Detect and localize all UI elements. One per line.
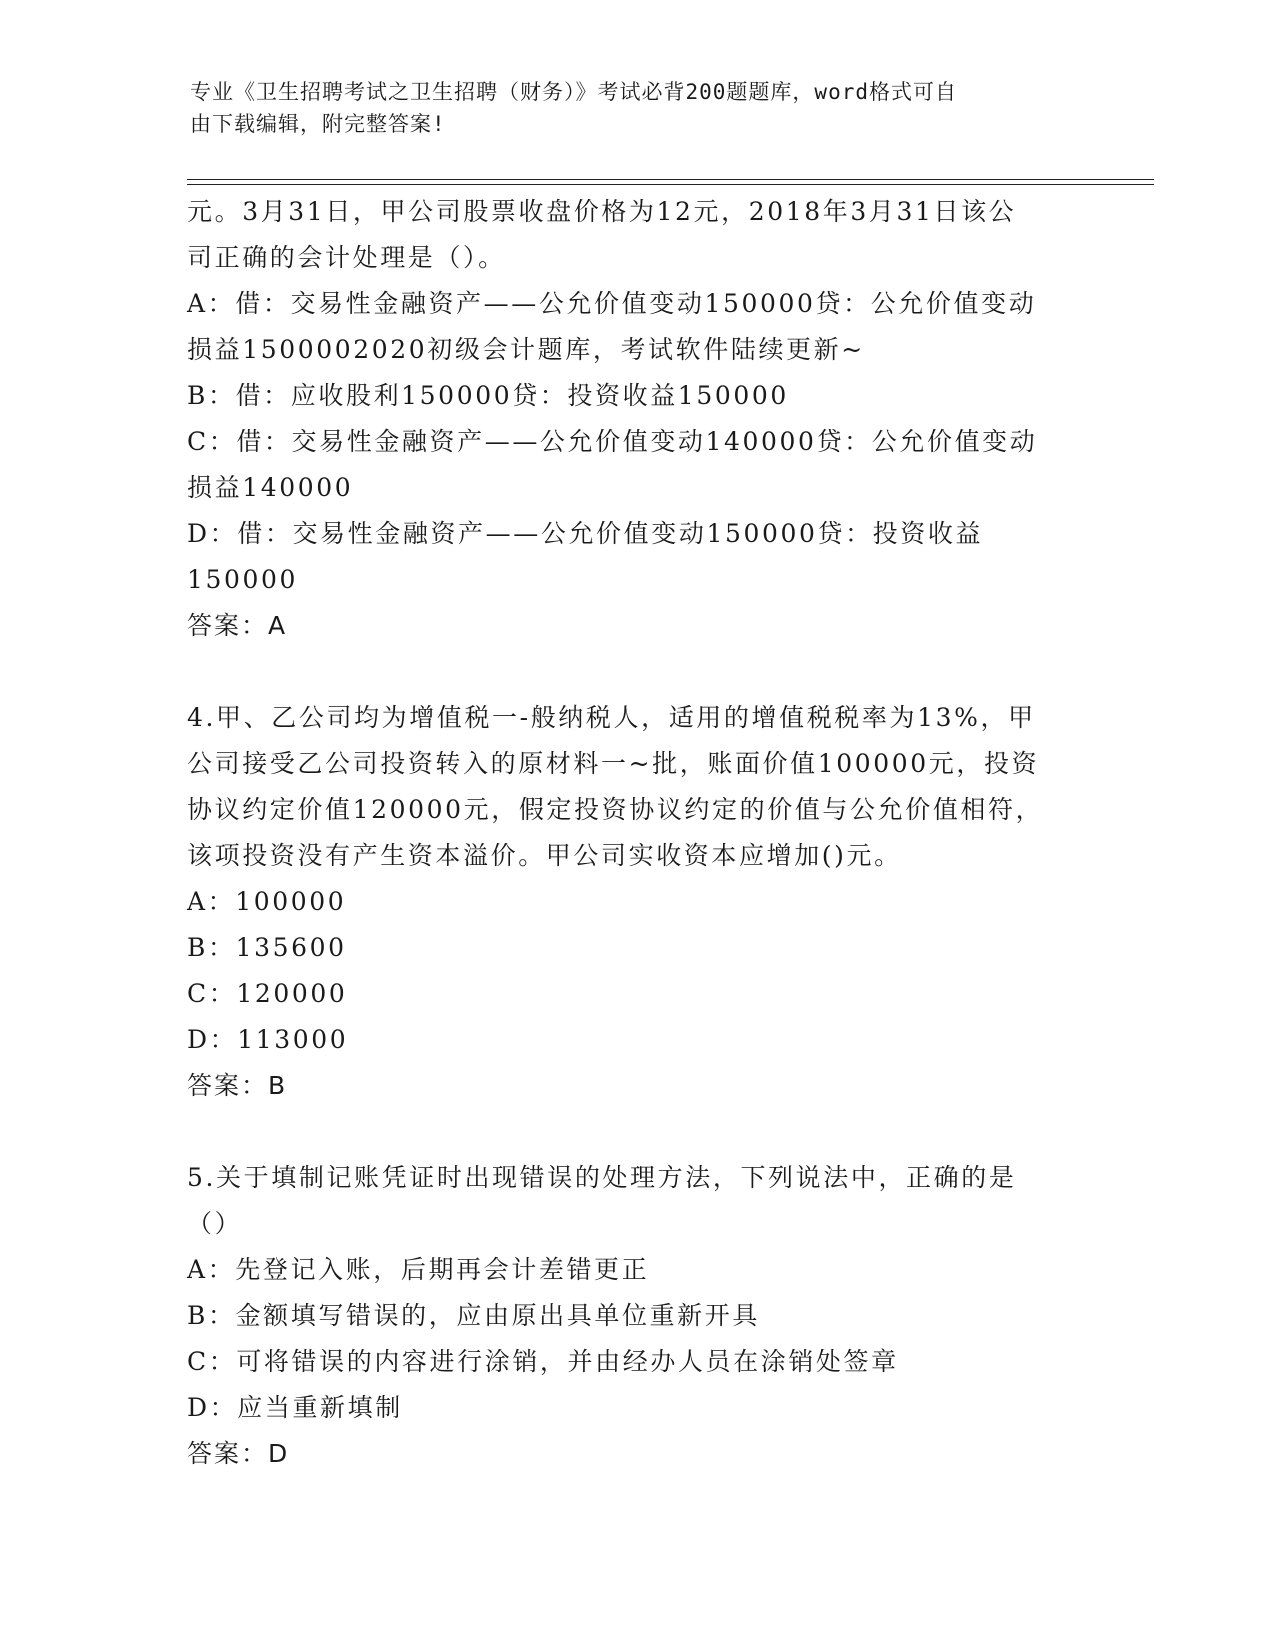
option-c-cont: 损益140000 bbox=[187, 473, 354, 502]
option-c: C：120000 bbox=[187, 979, 348, 1008]
option-d: D：113000 bbox=[187, 1025, 349, 1054]
option-d: D：借：交易性金融资产——公允价值变动150000贷：投资收益 bbox=[187, 519, 984, 548]
question-5 bbox=[187, 1155, 1087, 1477]
question-stem: 该项投资没有产生资本溢价。甲公司实收资本应增加()元。 bbox=[187, 841, 902, 870]
option-d-cont: 150000 bbox=[187, 565, 299, 594]
question-stem: 协议约定价值120000元，假定投资协议约定的价值与公允价值相符， bbox=[187, 795, 1044, 824]
document-header bbox=[190, 76, 1080, 140]
header-divider bbox=[187, 184, 1154, 185]
answer-label: 答案：B bbox=[187, 1071, 288, 1100]
header-line: 由下载编辑，附完整答案! bbox=[190, 112, 446, 136]
option-b: B：金额填写错误的，应由原出具单位重新开具 bbox=[187, 1301, 760, 1330]
question-stem: 4.甲、乙公司均为增值税一-般纳税人，适用的增值税税率为13%，甲 bbox=[187, 703, 1036, 732]
option-b: B：借：应收股利150000贷：投资收益150000 bbox=[187, 381, 789, 410]
spacer bbox=[187, 1109, 1087, 1155]
question-4 bbox=[187, 695, 1087, 1109]
question-stem: 公司接受乙公司投资转入的原材料一~批，账面价值100000元，投资 bbox=[187, 749, 1040, 778]
option-a-cont: 损益1500002020初级会计题库，考试软件陆续更新~ bbox=[187, 335, 865, 364]
question-stem: 元。3月31日，甲公司股票收盘价格为12元，2018年3月31日该公 bbox=[187, 197, 1017, 226]
header-divider bbox=[187, 179, 1154, 180]
question-stem: 5.关于填制记账凭证时出现错误的处理方法，下列说法中，正确的是 bbox=[187, 1163, 1017, 1192]
option-a: A：先登记入账，后期再会计差错更正 bbox=[187, 1255, 650, 1284]
option-a: A：借：交易性金融资产——公允价值变动150000贷：公允价值变动 bbox=[187, 289, 1037, 318]
question-3 bbox=[187, 189, 1087, 649]
question-stem: 司正确的会计处理是（）。 bbox=[187, 243, 506, 272]
header-line: 专业《卫生招聘考试之卫生招聘（财务）》考试必背200题题库，word格式可自 bbox=[190, 80, 957, 104]
option-a: A：100000 bbox=[187, 887, 347, 916]
spacer bbox=[187, 649, 1087, 695]
document-body bbox=[187, 189, 1087, 1477]
question-stem: （） bbox=[187, 1209, 243, 1238]
option-d: D：应当重新填制 bbox=[187, 1393, 403, 1422]
option-c: C：可将错误的内容进行涂销，并由经办人员在涂销处签章 bbox=[187, 1347, 899, 1376]
answer-label: 答案：D bbox=[187, 1439, 290, 1468]
answer-label: 答案：A bbox=[187, 611, 288, 640]
option-c: C：借：交易性金融资产——公允价值变动140000贷：公允价值变动 bbox=[187, 427, 1038, 456]
option-b: B：135600 bbox=[187, 933, 347, 962]
